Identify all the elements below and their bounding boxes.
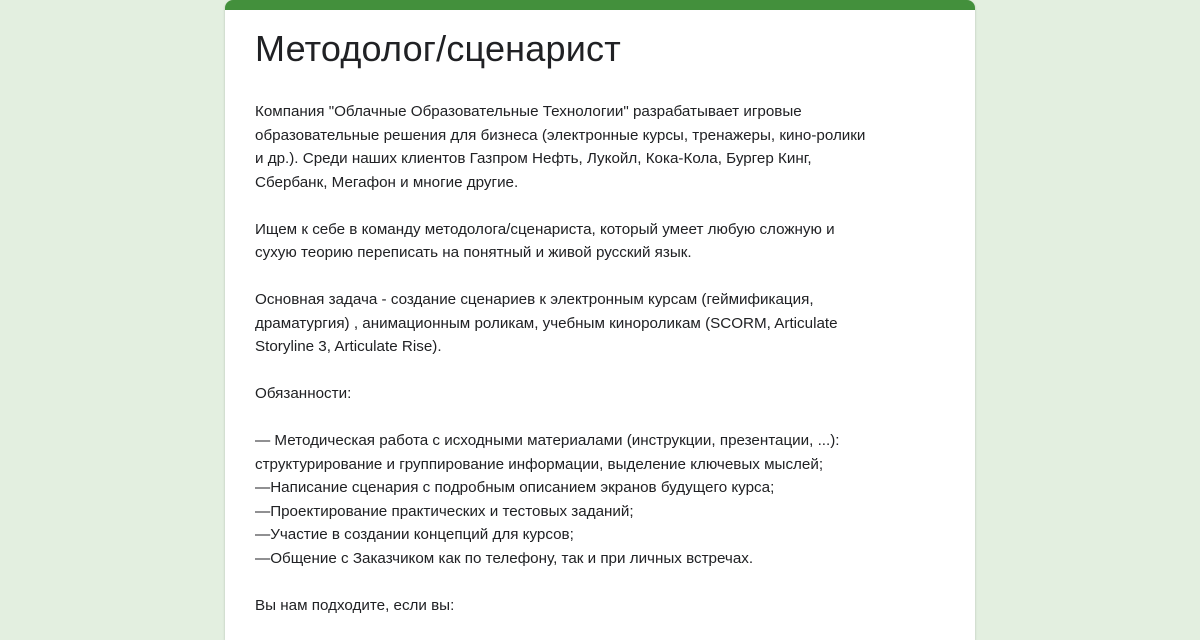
- description-line: Вы нам подходите, если вы:: [255, 596, 455, 614]
- description-line: Storyline 3, Articulate Rise).: [255, 338, 442, 355]
- form-header-card: [225, 0, 975, 640]
- description-line: [255, 194, 955, 218]
- description-line: —Участие в создании концепций для курсов;: [255, 526, 574, 543]
- description-line: [255, 570, 955, 594]
- description-line: сухую теорию переписать на понятный и живой русский язык.: [255, 244, 692, 261]
- description-line: [255, 265, 955, 289]
- description-line: [255, 359, 955, 383]
- description-line: Ищем к себе в команду методолога/сценариста, который умеет любую сложную и: [255, 220, 835, 238]
- description-line: образовательные решения для бизнеса (электронные курсы, тренажеры, кино-ролики: [255, 126, 866, 144]
- description-line: —Проектирование практических и тестовых заданий;: [255, 502, 634, 520]
- description-line: — Методическая работа с исходными материалами (инструкции, презентации, ...):: [255, 432, 840, 449]
- description-line: —Общение с Заказчиком как по телефону, так и при личных встречах.: [255, 549, 754, 567]
- description-line: структурирование и группирование информации, выделение ключевых мыслей;: [255, 455, 824, 473]
- description-line: [255, 406, 955, 430]
- description-line: Обязанности:: [255, 385, 352, 402]
- description-line: драматургия) , анимационным роликам, учебным кинороликам (SCORM, Articulate: [255, 314, 838, 332]
- description-line: и др.). Среди наших клиентов Газпром Нефть, Лукойл, Кока-Кола, Бургер Кинг,: [255, 150, 812, 167]
- description-line: Компания "Облачные Образовательные Технологии" разрабатывает игровые: [255, 103, 802, 120]
- description-line: Основная задача - создание сценариев к электронным курсам (геймификация,: [255, 291, 814, 308]
- description-line: —Написание сценария с подробным описанием экранов будущего курса;: [255, 479, 775, 496]
- description-line: Сбербанк, Мегафон и многие другие.: [255, 173, 519, 191]
- form-description: [255, 100, 955, 617]
- form-title: Методолог/сценарист: [255, 28, 621, 69]
